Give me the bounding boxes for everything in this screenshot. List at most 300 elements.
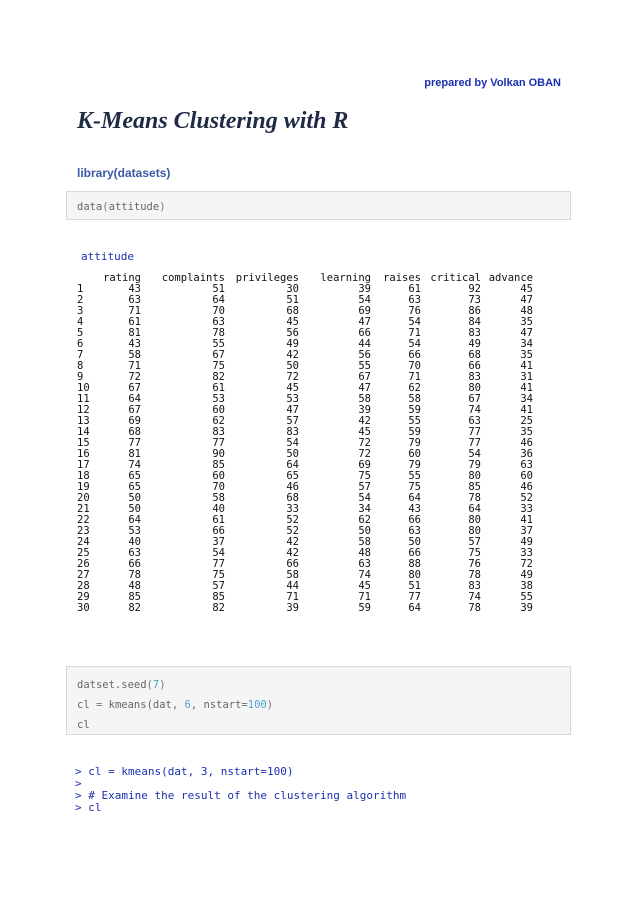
table-cell: 64 <box>286 459 299 471</box>
row-number: 3 <box>77 305 84 317</box>
table-cell: 51 <box>408 580 421 592</box>
table-cell: 45 <box>520 283 533 295</box>
table-cell: 55 <box>408 415 421 427</box>
table-cell: 42 <box>286 536 299 548</box>
table-cell: 40 <box>128 536 141 548</box>
code-line: cl <box>77 719 90 731</box>
table-cell: 41 <box>520 382 533 394</box>
table-cell: 49 <box>468 338 481 350</box>
table-row <box>77 295 533 306</box>
table-row <box>77 438 533 449</box>
table-row <box>77 515 533 526</box>
table-cell: 30 <box>286 283 299 295</box>
table-cell: 54 <box>286 437 299 449</box>
table-cell: 31 <box>520 371 533 383</box>
table-cell: 68 <box>286 305 299 317</box>
table-cell: 74 <box>358 569 371 581</box>
table-cell: 51 <box>212 283 225 295</box>
table-cell: 59 <box>408 404 421 416</box>
table-cell: 63 <box>128 547 141 559</box>
table-cell: 71 <box>128 305 141 317</box>
table-cell: 65 <box>128 470 141 482</box>
table-row <box>77 559 533 570</box>
table-cell: 72 <box>358 448 371 460</box>
table-cell: 39 <box>286 602 299 614</box>
table-cell: 39 <box>520 602 533 614</box>
table-cell: 83 <box>468 580 481 592</box>
table-cell: 25 <box>520 415 533 427</box>
row-number: 11 <box>77 393 90 405</box>
table-cell: 57 <box>468 536 481 548</box>
table-cell: 46 <box>520 437 533 449</box>
table-cell: 54 <box>212 547 225 559</box>
table-cell: 76 <box>408 305 421 317</box>
table-row <box>77 284 533 295</box>
table-cell: 47 <box>286 404 299 416</box>
table-cell: 49 <box>286 338 299 350</box>
table-cell: 40 <box>212 503 225 515</box>
row-number: 2 <box>77 294 84 306</box>
table-cell: 46 <box>520 481 533 493</box>
table-cell: 68 <box>286 492 299 504</box>
console-output <box>75 766 406 814</box>
table-row <box>77 460 533 471</box>
table-cell: 62 <box>212 415 225 427</box>
table-cell: 86 <box>468 305 481 317</box>
table-cell: 53 <box>128 525 141 537</box>
row-number: 27 <box>77 569 90 581</box>
row-number: 10 <box>77 382 90 394</box>
table-cell: 58 <box>408 393 421 405</box>
table-cell: 66 <box>408 514 421 526</box>
table-cell: 66 <box>358 327 371 339</box>
row-number: 8 <box>77 360 84 372</box>
code-function: data <box>77 201 103 213</box>
table-cell: 66 <box>286 558 299 570</box>
table-row <box>77 317 533 328</box>
table-row <box>77 427 533 438</box>
table-row <box>77 383 533 394</box>
table-cell: 72 <box>286 371 299 383</box>
table-cell: 79 <box>408 459 421 471</box>
table-cell: 50 <box>128 492 141 504</box>
table-cell: 45 <box>286 316 299 328</box>
console-line: > cl <box>75 801 102 814</box>
code-function: datset.seed <box>77 679 147 691</box>
table-cell: 37 <box>520 525 533 537</box>
code-paren: ( <box>146 679 153 691</box>
table-row <box>77 350 533 361</box>
table-cell: 54 <box>358 294 371 306</box>
table-cell: 34 <box>358 503 371 515</box>
table-row <box>77 471 533 482</box>
table-cell: 63 <box>408 525 421 537</box>
table-cell: 38 <box>520 580 533 592</box>
table-cell: 47 <box>358 316 371 328</box>
table-cell: 41 <box>520 360 533 372</box>
table-cell: 55 <box>520 591 533 603</box>
table-cell: 67 <box>212 349 225 361</box>
table-cell: 80 <box>468 470 481 482</box>
table-cell: 57 <box>358 481 371 493</box>
table-cell: 82 <box>212 371 225 383</box>
table-cell: 77 <box>408 591 421 603</box>
row-number: 23 <box>77 525 90 537</box>
table-cell: 49 <box>520 536 533 548</box>
row-number: 4 <box>77 316 84 328</box>
table-row <box>77 405 533 416</box>
table-cell: 58 <box>128 349 141 361</box>
table-cell: 33 <box>520 503 533 515</box>
table-cell: 33 <box>520 547 533 559</box>
table-cell: 42 <box>286 349 299 361</box>
column-header: complaints <box>161 271 225 284</box>
row-number: 13 <box>77 415 90 427</box>
row-number: 12 <box>77 404 90 416</box>
table-cell: 57 <box>212 580 225 592</box>
table-cell: 50 <box>286 360 299 372</box>
table-row <box>77 306 533 317</box>
table-cell: 55 <box>358 360 371 372</box>
table-cell: 66 <box>408 547 421 559</box>
table-cell: 88 <box>408 558 421 570</box>
table-row <box>77 603 533 614</box>
code-block-data: data(attitude) <box>66 191 571 220</box>
table-cell: 61 <box>408 283 421 295</box>
table-cell: 71 <box>408 371 421 383</box>
table-cell: 54 <box>358 492 371 504</box>
table-cell: 75 <box>408 481 421 493</box>
table-cell: 44 <box>358 338 371 350</box>
table-cell: 77 <box>128 437 141 449</box>
table-cell: 81 <box>128 327 141 339</box>
table-cell: 80 <box>468 525 481 537</box>
table-cell: 85 <box>128 591 141 603</box>
table-cell: 71 <box>286 591 299 603</box>
table-cell: 35 <box>520 316 533 328</box>
table-cell: 63 <box>128 294 141 306</box>
row-number: 15 <box>77 437 90 449</box>
code-number: 7 <box>152 679 160 691</box>
table-row <box>77 372 533 383</box>
row-number: 9 <box>77 371 84 383</box>
table-cell: 50 <box>408 536 421 548</box>
row-number: 16 <box>77 448 90 460</box>
table-cell: 49 <box>520 569 533 581</box>
row-number: 29 <box>77 591 90 603</box>
code-args: , nstart= <box>190 699 248 711</box>
row-number: 22 <box>77 514 90 526</box>
table-cell: 65 <box>128 481 141 493</box>
table-cell: 64 <box>408 602 421 614</box>
table-cell: 73 <box>468 294 481 306</box>
table-cell: 63 <box>212 316 225 328</box>
table-cell: 67 <box>468 393 481 405</box>
table-cell: 64 <box>128 514 141 526</box>
table-cell: 84 <box>468 316 481 328</box>
column-header: learning <box>320 271 371 284</box>
table-cell: 50 <box>286 448 299 460</box>
author-credit: prepared by Volkan OBAN <box>424 77 561 89</box>
code-args: (dat, <box>146 699 185 711</box>
table-cell: 41 <box>520 404 533 416</box>
table-cell: 79 <box>408 437 421 449</box>
column-header: raises <box>383 271 421 284</box>
table-cell: 54 <box>408 316 421 328</box>
table-cell: 60 <box>212 404 225 416</box>
row-number: 21 <box>77 503 90 515</box>
table-cell: 74 <box>128 459 141 471</box>
table-cell: 58 <box>358 536 371 548</box>
table-cell: 48 <box>358 547 371 559</box>
table-cell: 70 <box>212 481 225 493</box>
table-cell: 44 <box>286 580 299 592</box>
table-cell: 45 <box>286 382 299 394</box>
table-cell: 67 <box>128 404 141 416</box>
table-cell: 61 <box>128 316 141 328</box>
code-line <box>77 695 570 715</box>
table-header-row <box>77 272 533 284</box>
table-cell: 75 <box>212 360 225 372</box>
table-cell: 36 <box>520 448 533 460</box>
table-cell: 78 <box>468 492 481 504</box>
code-variable: cl <box>77 699 90 711</box>
library-call: library(datasets) <box>77 166 171 180</box>
table-cell: 39 <box>358 283 371 295</box>
table-cell: 70 <box>212 305 225 317</box>
table-cell: 92 <box>468 283 481 295</box>
table-cell: 83 <box>286 426 299 438</box>
table-cell: 58 <box>212 492 225 504</box>
table-row <box>77 339 533 350</box>
table-cell: 82 <box>212 602 225 614</box>
row-number: 28 <box>77 580 90 592</box>
table-cell: 67 <box>358 371 371 383</box>
table-cell: 45 <box>358 426 371 438</box>
table-cell: 77 <box>468 437 481 449</box>
table-cell: 85 <box>212 591 225 603</box>
table-row <box>77 328 533 339</box>
table-cell: 72 <box>128 371 141 383</box>
table-cell: 48 <box>520 305 533 317</box>
table-row <box>77 526 533 537</box>
row-number: 7 <box>77 349 84 361</box>
table-cell: 58 <box>286 569 299 581</box>
table-row <box>77 449 533 460</box>
column-header: advance <box>488 271 533 284</box>
table-cell: 43 <box>128 338 141 350</box>
table-cell: 41 <box>520 514 533 526</box>
table-cell: 52 <box>286 525 299 537</box>
table-cell: 48 <box>128 580 141 592</box>
table-cell: 75 <box>468 547 481 559</box>
table-cell: 64 <box>468 503 481 515</box>
table-cell: 65 <box>286 470 299 482</box>
table-cell: 52 <box>520 492 533 504</box>
table-cell: 34 <box>520 338 533 350</box>
table-cell: 90 <box>212 448 225 460</box>
table-cell: 52 <box>286 514 299 526</box>
table-cell: 50 <box>358 525 371 537</box>
page-title: K-Means Clustering with R <box>77 108 349 134</box>
table-row <box>77 361 533 372</box>
table-cell: 85 <box>212 459 225 471</box>
table-cell: 54 <box>408 338 421 350</box>
table-cell: 80 <box>468 514 481 526</box>
table-row <box>77 416 533 427</box>
table-cell: 72 <box>358 437 371 449</box>
table-cell: 66 <box>408 349 421 361</box>
table-cell: 71 <box>128 360 141 372</box>
code-paren: ) <box>266 699 274 711</box>
table-cell: 55 <box>408 470 421 482</box>
row-number: 24 <box>77 536 90 548</box>
table-cell: 72 <box>520 558 533 570</box>
table-row <box>77 548 533 559</box>
code-line <box>77 675 570 695</box>
table-cell: 71 <box>408 327 421 339</box>
output-label: attitude <box>81 250 134 263</box>
table-cell: 70 <box>408 360 421 372</box>
table-cell: 62 <box>358 514 371 526</box>
column-header: rating <box>103 271 141 284</box>
table-cell: 60 <box>212 470 225 482</box>
table-cell: 78 <box>468 602 481 614</box>
row-number: 20 <box>77 492 90 504</box>
table-cell: 64 <box>212 294 225 306</box>
code-paren: ) <box>159 679 166 691</box>
table-cell: 69 <box>358 305 371 317</box>
table-cell: 83 <box>468 327 481 339</box>
table-cell: 80 <box>468 382 481 394</box>
code-number: 6 <box>184 699 191 711</box>
table-body <box>77 284 533 614</box>
table-cell: 57 <box>286 415 299 427</box>
table-cell: 76 <box>468 558 481 570</box>
table-cell: 74 <box>468 404 481 416</box>
table-cell: 35 <box>520 349 533 361</box>
table-cell: 51 <box>286 294 299 306</box>
table-cell: 35 <box>520 426 533 438</box>
column-header: critical <box>430 271 481 284</box>
table-cell: 68 <box>468 349 481 361</box>
code-block-kmeans <box>66 666 571 735</box>
table-row <box>77 592 533 603</box>
table-cell: 67 <box>128 382 141 394</box>
attitude-table <box>77 272 533 614</box>
table-cell: 61 <box>212 514 225 526</box>
table-cell: 63 <box>468 415 481 427</box>
table-cell: 83 <box>468 371 481 383</box>
console-line: > <box>75 777 82 790</box>
row-number: 18 <box>77 470 90 482</box>
row-number: 19 <box>77 481 90 493</box>
table-cell: 47 <box>520 294 533 306</box>
table-cell: 74 <box>468 591 481 603</box>
table-cell: 69 <box>128 415 141 427</box>
table-cell: 59 <box>358 602 371 614</box>
table-cell: 77 <box>212 558 225 570</box>
table-row <box>77 570 533 581</box>
row-number: 6 <box>77 338 84 350</box>
table-cell: 59 <box>408 426 421 438</box>
table-cell: 60 <box>520 470 533 482</box>
table-cell: 53 <box>286 393 299 405</box>
table-cell: 78 <box>212 327 225 339</box>
row-number: 17 <box>77 459 90 471</box>
table-cell: 33 <box>286 503 299 515</box>
table-cell: 78 <box>128 569 141 581</box>
table-cell: 46 <box>286 481 299 493</box>
table-row <box>77 581 533 592</box>
table-cell: 43 <box>408 503 421 515</box>
table-cell: 77 <box>212 437 225 449</box>
row-number: 26 <box>77 558 90 570</box>
table-cell: 47 <box>520 327 533 339</box>
table-cell: 56 <box>286 327 299 339</box>
table-cell: 42 <box>286 547 299 559</box>
code-operator: = <box>95 699 103 711</box>
console-line: > cl = kmeans(dat, 3, nstart=100) <box>75 765 294 778</box>
table-cell: 54 <box>468 448 481 460</box>
table-cell: 71 <box>358 591 371 603</box>
table-cell: 55 <box>212 338 225 350</box>
column-header: privileges <box>235 271 299 284</box>
table-cell: 50 <box>128 503 141 515</box>
row-number: 30 <box>77 602 90 614</box>
table-row <box>77 493 533 504</box>
table-cell: 80 <box>408 569 421 581</box>
table-row <box>77 482 533 493</box>
table-row <box>77 537 533 548</box>
table-cell: 63 <box>408 294 421 306</box>
code-argument: attitude <box>108 201 160 213</box>
table-cell: 75 <box>358 470 371 482</box>
table-cell: 66 <box>128 558 141 570</box>
row-number: 25 <box>77 547 90 559</box>
table-cell: 60 <box>408 448 421 460</box>
table-cell: 45 <box>358 580 371 592</box>
table-cell: 77 <box>468 426 481 438</box>
table-cell: 82 <box>128 602 141 614</box>
table-cell: 78 <box>468 569 481 581</box>
row-number: 5 <box>77 327 84 339</box>
table-cell: 69 <box>358 459 371 471</box>
table-cell: 83 <box>212 426 225 438</box>
console-line: > # Examine the result of the clustering algorithm <box>75 789 407 802</box>
table-cell: 85 <box>468 481 481 493</box>
row-number: 14 <box>77 426 90 438</box>
table-cell: 56 <box>358 349 371 361</box>
table-cell: 63 <box>520 459 533 471</box>
table-cell: 39 <box>358 404 371 416</box>
table-cell: 37 <box>212 536 225 548</box>
table-cell: 47 <box>358 382 371 394</box>
table-cell: 43 <box>128 283 141 295</box>
table-cell: 61 <box>212 382 225 394</box>
table-cell: 66 <box>212 525 225 537</box>
table-cell: 64 <box>408 492 421 504</box>
table-cell: 62 <box>408 382 421 394</box>
table-cell: 58 <box>358 393 371 405</box>
code-number: 100 <box>247 699 267 711</box>
table-cell: 79 <box>468 459 481 471</box>
table-cell: 81 <box>128 448 141 460</box>
table-cell: 53 <box>212 393 225 405</box>
table-cell: 66 <box>468 360 481 372</box>
table-cell: 63 <box>358 558 371 570</box>
table-cell: 64 <box>128 393 141 405</box>
